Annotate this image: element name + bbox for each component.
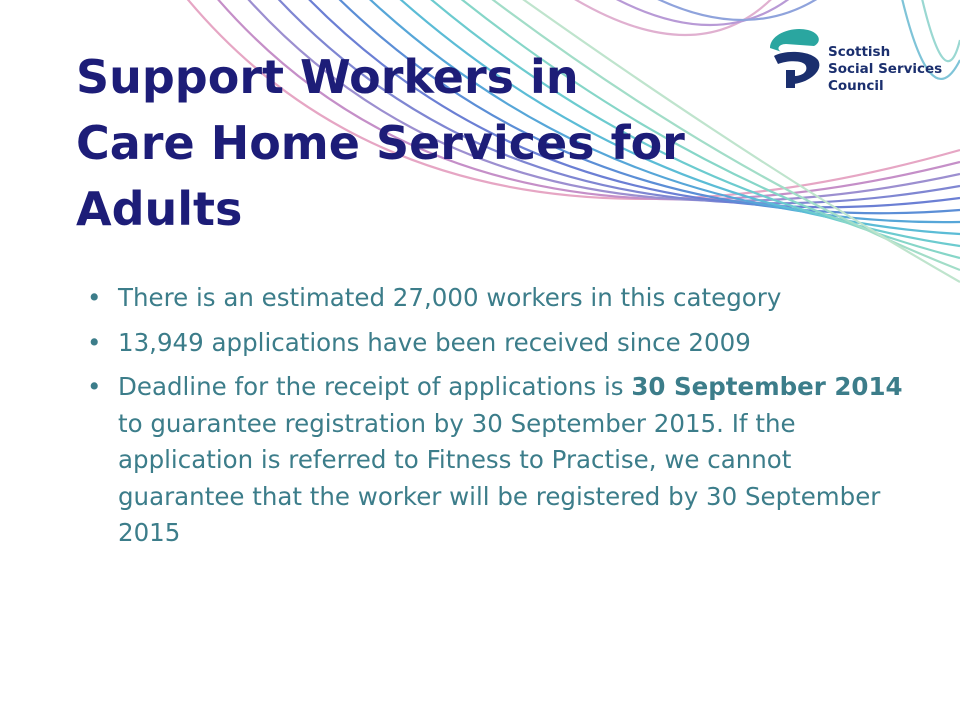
title-line-1: Support Workers in (76, 50, 579, 104)
bullet-item (84, 369, 904, 552)
bullet-item (84, 325, 904, 362)
bullet-marker: • (87, 327, 102, 357)
title-line-3: Adults (76, 182, 243, 236)
logo-line-1: Scottish (828, 44, 891, 60)
deadline-date: 30 September 2014 (631, 372, 903, 401)
bullet-text: 13,949 applications have been received since 2009 (118, 327, 751, 357)
title-line-2: Care Home Services for (76, 116, 685, 170)
bullet-item (84, 280, 904, 317)
logo-line-2: Social Services (828, 61, 943, 77)
logo-line-3: Council (828, 78, 884, 94)
bullet-list (84, 280, 904, 560)
bullet-text-suffix: to guarantee registration by 30 September 2015. If the application is referred to Fitness to Practise, we cannot guarantee that the worker will be registered by 30 September 2015 (118, 408, 881, 547)
bullet-text: There is an estimated 27,000 workers in this category (118, 283, 782, 312)
bullet-marker: • (87, 372, 102, 401)
bullet-marker: • (87, 283, 102, 312)
slide-title (76, 44, 876, 242)
bullet-text-prefix: Deadline for the receipt of applications is (118, 372, 632, 401)
